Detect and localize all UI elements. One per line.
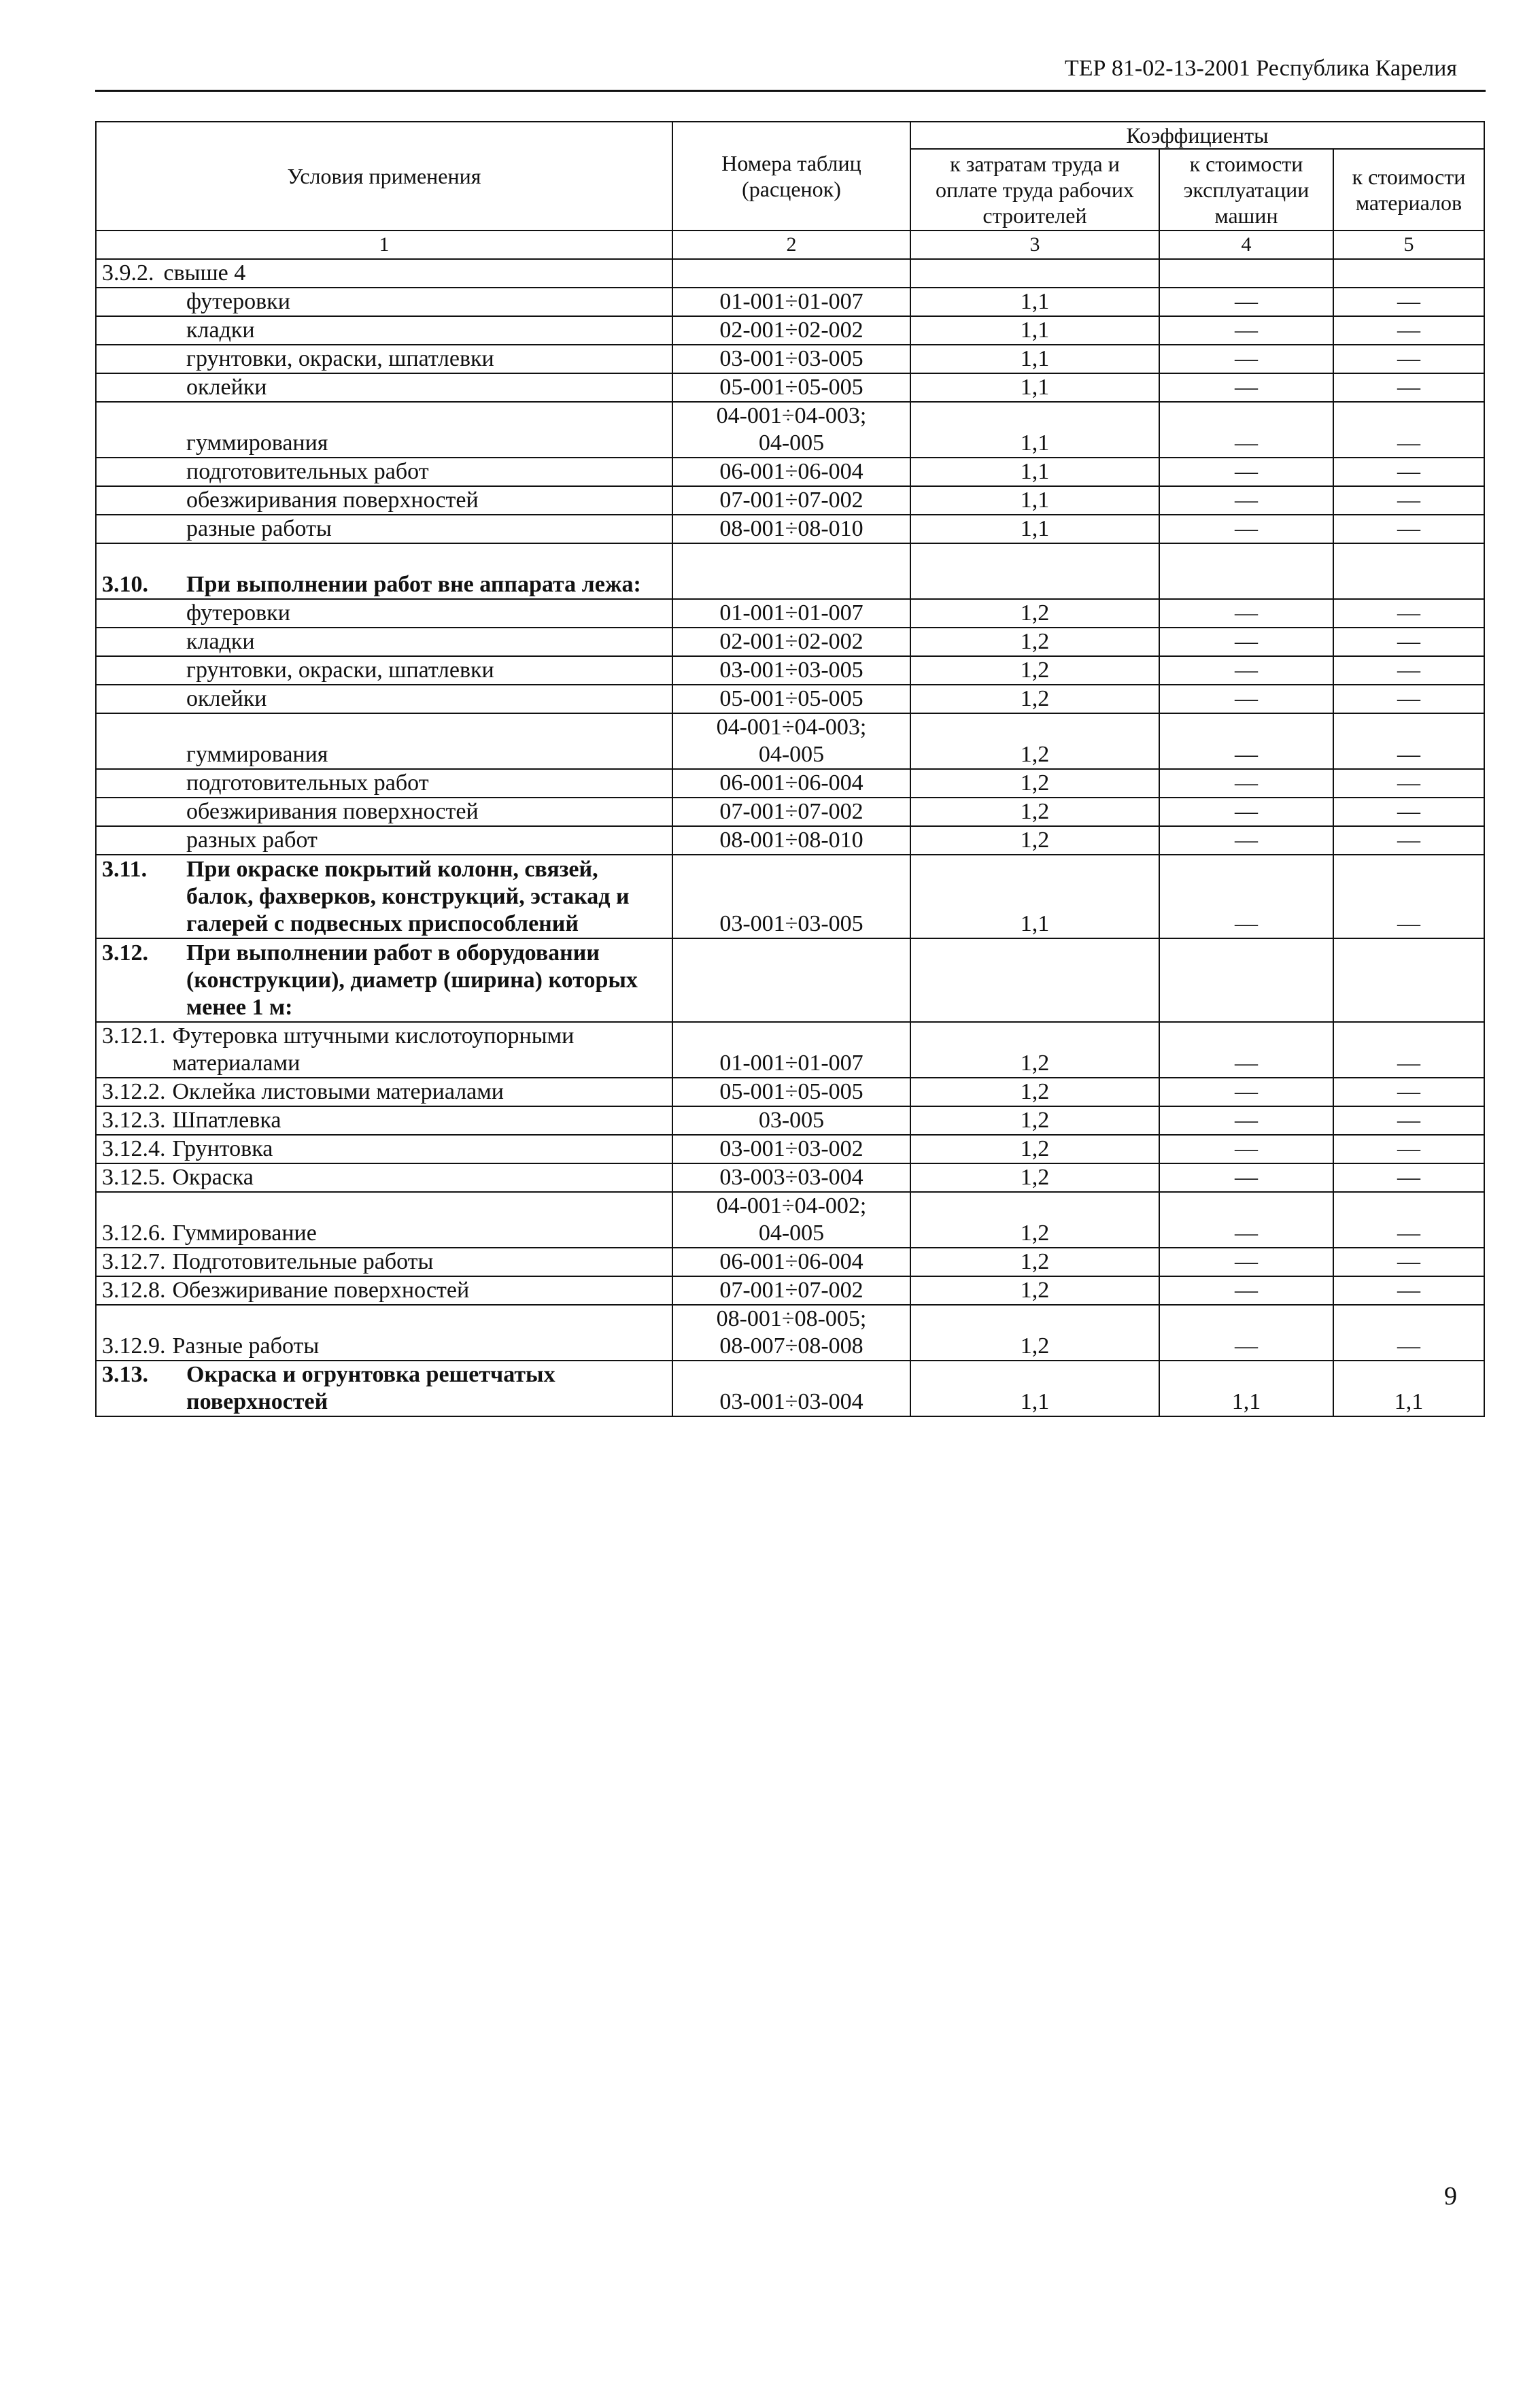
materials-coefficient: —: [1333, 628, 1484, 656]
materials-coefficient: —: [1333, 402, 1484, 458]
materials-coefficient: —: [1333, 1248, 1484, 1276]
condition-text: гуммирования: [186, 430, 328, 456]
table-numbers-cell: 01-001÷01-007: [672, 1022, 910, 1078]
materials-coefficient: —: [1333, 486, 1484, 515]
labor-coefficient: [910, 543, 1159, 599]
column-number: 1: [96, 231, 672, 259]
condition-text: кладки: [186, 318, 255, 343]
table-numbers-cell: 08-001÷08-010: [672, 515, 910, 543]
clause-number: 3.10.: [102, 572, 148, 597]
machines-coefficient: —: [1159, 798, 1333, 826]
clause-number: 3.12.6.: [102, 1221, 166, 1246]
condition-cell: [96, 373, 672, 402]
table-numbers-cell: 04-001÷04-002; 04-005: [672, 1192, 910, 1248]
labor-coefficient: 1,2: [910, 1022, 1159, 1078]
materials-coefficient: [1333, 938, 1484, 1022]
coefficients-table: [95, 121, 1485, 1417]
labor-coefficient: 1,2: [910, 1163, 1159, 1192]
condition-cell: [96, 515, 672, 543]
materials-coefficient: —: [1333, 769, 1484, 798]
machines-coefficient: —: [1159, 628, 1333, 656]
table-numbers-cell: [672, 938, 910, 1022]
table-row: [96, 1163, 1484, 1192]
table-row: [96, 259, 1484, 288]
condition-cell: [96, 938, 672, 1022]
labor-coefficient: 1,2: [910, 798, 1159, 826]
condition-cell: [96, 713, 672, 769]
table-numbers-cell: 07-001÷07-002: [672, 1276, 910, 1305]
labor-coefficient: 1,2: [910, 1192, 1159, 1248]
materials-coefficient: —: [1333, 713, 1484, 769]
clause-number: 3.12.3.: [102, 1108, 166, 1133]
clause-number: 3.12.8.: [102, 1278, 166, 1303]
table-row: [96, 656, 1484, 685]
condition-text: обезжиривания поверхностей: [186, 488, 479, 513]
machines-coefficient: —: [1159, 599, 1333, 628]
table-row: [96, 1276, 1484, 1305]
clause-number: 3.12.1.: [102, 1023, 166, 1048]
materials-coefficient: —: [1333, 288, 1484, 316]
labor-coefficient: 1,1: [910, 373, 1159, 402]
condition-text: футеровки: [186, 600, 290, 626]
labor-coefficient: 1,2: [910, 1135, 1159, 1163]
condition-text: разных работ: [186, 828, 318, 853]
table-numbers-cell: 03-001÷03-005: [672, 855, 910, 938]
machines-coefficient: —: [1159, 458, 1333, 486]
materials-coefficient: —: [1333, 1135, 1484, 1163]
table-row: [96, 685, 1484, 713]
table-row: [96, 713, 1484, 769]
condition-text: Разные работы: [172, 1333, 320, 1359]
table-numbers-cell: 03-005: [672, 1106, 910, 1135]
condition-text: подготовительных работ: [186, 459, 429, 484]
condition-text: Футеровка штучными кислотоупорными материалами: [172, 1023, 575, 1076]
labor-coefficient: 1,2: [910, 1078, 1159, 1106]
condition-text: При выполнении работ в оборудовании (конструкции), диаметр (ширина) которых менее 1 м:: [186, 940, 638, 1020]
column-numbers-row: [96, 231, 1484, 259]
condition-cell: [96, 798, 672, 826]
materials-coefficient: —: [1333, 656, 1484, 685]
clause-number: 3.13.: [102, 1362, 148, 1387]
labor-coefficient: 1,2: [910, 656, 1159, 685]
machines-coefficient: —: [1159, 1192, 1333, 1248]
condition-cell: [96, 1163, 672, 1192]
labor-coefficient: [910, 938, 1159, 1022]
clause-number: 3.12.9.: [102, 1333, 166, 1359]
header-rule: [95, 90, 1486, 92]
condition-text: оклейки: [186, 686, 267, 711]
table-numbers-cell: 01-001÷01-007: [672, 599, 910, 628]
table-row: [96, 402, 1484, 458]
condition-cell: [96, 1106, 672, 1135]
condition-cell: [96, 402, 672, 458]
labor-coefficient: 1,1: [910, 316, 1159, 345]
machines-coefficient: —: [1159, 1305, 1333, 1361]
header-materials: к стоимости материалов: [1333, 149, 1484, 231]
table-row: [96, 798, 1484, 826]
column-number: 3: [910, 231, 1159, 259]
labor-coefficient: 1,2: [910, 826, 1159, 855]
table-numbers-cell: 02-001÷02-002: [672, 316, 910, 345]
machines-coefficient: —: [1159, 1106, 1333, 1135]
table-row: [96, 769, 1484, 798]
condition-cell: [96, 1305, 672, 1361]
machines-coefficient: —: [1159, 402, 1333, 458]
condition-text: Шпатлевка: [172, 1108, 281, 1133]
table-row: [96, 373, 1484, 402]
header-table-numbers: Номера таблиц (расценок): [672, 122, 910, 231]
table-numbers-cell: 05-001÷05-005: [672, 373, 910, 402]
table-body: [96, 259, 1484, 1416]
page-number: 9: [1444, 2182, 1457, 2211]
table-row: [96, 1192, 1484, 1248]
condition-cell: [96, 1022, 672, 1078]
materials-coefficient: —: [1333, 798, 1484, 826]
labor-coefficient: 1,1: [910, 855, 1159, 938]
machines-coefficient: —: [1159, 345, 1333, 373]
table-row: [96, 1022, 1484, 1078]
machines-coefficient: —: [1159, 685, 1333, 713]
header-labor: к затратам труда и оплате труда рабочих строителей: [910, 149, 1159, 231]
table-row: [96, 855, 1484, 938]
labor-coefficient: 1,2: [910, 685, 1159, 713]
materials-coefficient: —: [1333, 1022, 1484, 1078]
machines-coefficient: [1159, 543, 1333, 599]
table-row: [96, 1305, 1484, 1361]
machines-coefficient: —: [1159, 1163, 1333, 1192]
table-row: [96, 543, 1484, 599]
condition-text: Оклейка листовыми материалами: [172, 1079, 504, 1104]
condition-text: гуммирования: [186, 742, 328, 767]
machines-coefficient: [1159, 259, 1333, 288]
table-row: [96, 458, 1484, 486]
machines-coefficient: 1,1: [1159, 1361, 1333, 1416]
labor-coefficient: 1,2: [910, 628, 1159, 656]
clause-number: 3.12.4.: [102, 1136, 166, 1161]
labor-coefficient: 1,2: [910, 713, 1159, 769]
table-row: [96, 316, 1484, 345]
condition-text: Окраска и огрунтовка решетчатых поверхностей: [186, 1362, 555, 1414]
condition-cell: [96, 486, 672, 515]
condition-text: Окраска: [172, 1165, 254, 1190]
condition-cell: [96, 1248, 672, 1276]
materials-coefficient: —: [1333, 1078, 1484, 1106]
condition-cell: [96, 1135, 672, 1163]
table-row: [96, 628, 1484, 656]
clause-number: 3.9.2.: [102, 260, 154, 286]
labor-coefficient: 1,2: [910, 1305, 1159, 1361]
materials-coefficient: —: [1333, 1106, 1484, 1135]
table-numbers-cell: 08-001÷08-005; 08-007÷08-008: [672, 1305, 910, 1361]
column-number: 2: [672, 231, 910, 259]
labor-coefficient: 1,1: [910, 402, 1159, 458]
machines-coefficient: —: [1159, 1135, 1333, 1163]
materials-coefficient: —: [1333, 685, 1484, 713]
materials-coefficient: 1,1: [1333, 1361, 1484, 1416]
labor-coefficient: 1,1: [910, 515, 1159, 543]
labor-coefficient: 1,1: [910, 486, 1159, 515]
machines-coefficient: —: [1159, 486, 1333, 515]
table-numbers-cell: 05-001÷05-005: [672, 1078, 910, 1106]
condition-text: футеровки: [186, 289, 290, 314]
condition-cell: [96, 656, 672, 685]
condition-cell: [96, 685, 672, 713]
materials-coefficient: —: [1333, 373, 1484, 402]
machines-coefficient: —: [1159, 826, 1333, 855]
machines-coefficient: —: [1159, 515, 1333, 543]
materials-coefficient: —: [1333, 1305, 1484, 1361]
machines-coefficient: [1159, 938, 1333, 1022]
header-machines: к стоимости эксплуатации машин: [1159, 149, 1333, 231]
machines-coefficient: —: [1159, 656, 1333, 685]
table-row: [96, 1078, 1484, 1106]
table-numbers-cell: 07-001÷07-002: [672, 486, 910, 515]
table-numbers-cell: 03-001÷03-002: [672, 1135, 910, 1163]
condition-cell: [96, 458, 672, 486]
table-row: [96, 1361, 1484, 1416]
condition-text: Подготовительные работы: [172, 1249, 434, 1274]
table-numbers-cell: [672, 259, 910, 288]
labor-coefficient: 1,2: [910, 599, 1159, 628]
condition-cell: [96, 288, 672, 316]
materials-coefficient: —: [1333, 458, 1484, 486]
condition-text: грунтовки, окраски, шпатлевки: [186, 658, 494, 683]
condition-cell: [96, 259, 672, 288]
materials-coefficient: —: [1333, 515, 1484, 543]
clause-number: 3.11.: [102, 857, 148, 882]
labor-coefficient: 1,1: [910, 288, 1159, 316]
clause-number: 3.12.2.: [102, 1079, 166, 1104]
labor-coefficient: 1,1: [910, 1361, 1159, 1416]
condition-text: кладки: [186, 629, 255, 654]
condition-text: грунтовки, окраски, шпатлевки: [186, 346, 494, 371]
condition-text: Гуммирование: [172, 1221, 317, 1246]
condition-text: оклейки: [186, 375, 267, 400]
condition-text: Обезжиривание поверхностей: [172, 1278, 470, 1303]
machines-coefficient: —: [1159, 1276, 1333, 1305]
condition-cell: [96, 599, 672, 628]
table-row: [96, 288, 1484, 316]
table-row: [96, 826, 1484, 855]
column-number: 4: [1159, 231, 1333, 259]
table-numbers-cell: 03-001÷03-005: [672, 656, 910, 685]
condition-cell: [96, 1361, 672, 1416]
machines-coefficient: —: [1159, 713, 1333, 769]
labor-coefficient: 1,2: [910, 1106, 1159, 1135]
header-conditions: Условия применения: [96, 122, 672, 231]
materials-coefficient: [1333, 543, 1484, 599]
table-numbers-cell: 06-001÷06-004: [672, 1248, 910, 1276]
machines-coefficient: —: [1159, 1248, 1333, 1276]
table-numbers-cell: 02-001÷02-002: [672, 628, 910, 656]
condition-cell: [96, 1276, 672, 1305]
labor-coefficient: 1,1: [910, 345, 1159, 373]
condition-text: При выполнении работ вне аппарата лежа:: [186, 572, 641, 597]
condition-text: обезжиривания поверхностей: [186, 799, 479, 824]
materials-coefficient: —: [1333, 345, 1484, 373]
condition-cell: [96, 855, 672, 938]
condition-cell: [96, 316, 672, 345]
table-row: [96, 1106, 1484, 1135]
table-row: [96, 938, 1484, 1022]
materials-coefficient: —: [1333, 1163, 1484, 1192]
table-row: [96, 1248, 1484, 1276]
materials-coefficient: [1333, 259, 1484, 288]
condition-text: свыше 4: [163, 260, 246, 286]
labor-coefficient: 1,2: [910, 1276, 1159, 1305]
table-numbers-cell: 08-001÷08-010: [672, 826, 910, 855]
machines-coefficient: —: [1159, 1022, 1333, 1078]
materials-coefficient: —: [1333, 1276, 1484, 1305]
materials-coefficient: —: [1333, 1192, 1484, 1248]
condition-text: разные работы: [186, 516, 332, 541]
table-numbers-cell: 06-001÷06-004: [672, 769, 910, 798]
clause-number: 3.12.5.: [102, 1165, 166, 1190]
table-row: [96, 599, 1484, 628]
column-number: 5: [1333, 231, 1484, 259]
table-numbers-cell: 06-001÷06-004: [672, 458, 910, 486]
clause-number: 3.12.7.: [102, 1249, 166, 1274]
condition-cell: [96, 769, 672, 798]
table-numbers-cell: 01-001÷01-007: [672, 288, 910, 316]
condition-cell: [96, 543, 672, 599]
table-numbers-cell: 03-003÷03-004: [672, 1163, 910, 1192]
condition-text: Грунтовка: [172, 1136, 273, 1161]
materials-coefficient: —: [1333, 599, 1484, 628]
machines-coefficient: —: [1159, 373, 1333, 402]
materials-coefficient: —: [1333, 316, 1484, 345]
machines-coefficient: —: [1159, 1078, 1333, 1106]
condition-cell: [96, 628, 672, 656]
table-row: [96, 515, 1484, 543]
machines-coefficient: —: [1159, 769, 1333, 798]
header-coefficients: Коэффициенты: [910, 122, 1484, 149]
materials-coefficient: —: [1333, 855, 1484, 938]
table-numbers-cell: 04-001÷04-003; 04-005: [672, 713, 910, 769]
table-row: [96, 345, 1484, 373]
clause-number: 3.12.: [102, 940, 148, 966]
machines-coefficient: —: [1159, 288, 1333, 316]
document-reference: ТЕР 81-02-13-2001 Республика Карелия: [1064, 56, 1457, 81]
table-numbers-cell: 04-001÷04-003; 04-005: [672, 402, 910, 458]
condition-cell: [96, 826, 672, 855]
table-row: [96, 1135, 1484, 1163]
labor-coefficient: 1,2: [910, 1248, 1159, 1276]
condition-cell: [96, 1078, 672, 1106]
condition-text: подготовительных работ: [186, 770, 429, 796]
table-numbers-cell: 07-001÷07-002: [672, 798, 910, 826]
condition-cell: [96, 345, 672, 373]
table-numbers-cell: [672, 543, 910, 599]
table-row: [96, 486, 1484, 515]
materials-coefficient: —: [1333, 826, 1484, 855]
condition-cell: [96, 1192, 672, 1248]
machines-coefficient: —: [1159, 316, 1333, 345]
table-numbers-cell: 03-001÷03-005: [672, 345, 910, 373]
table-numbers-cell: 05-001÷05-005: [672, 685, 910, 713]
machines-coefficient: —: [1159, 855, 1333, 938]
labor-coefficient: [910, 259, 1159, 288]
table-numbers-cell: 03-001÷03-004: [672, 1361, 910, 1416]
labor-coefficient: 1,1: [910, 458, 1159, 486]
condition-text: При окраске покрытий колонн, связей, балок, фахверков, конструкций, эстакад и галерей с подвесных приспособлений: [186, 857, 630, 936]
labor-coefficient: 1,2: [910, 769, 1159, 798]
